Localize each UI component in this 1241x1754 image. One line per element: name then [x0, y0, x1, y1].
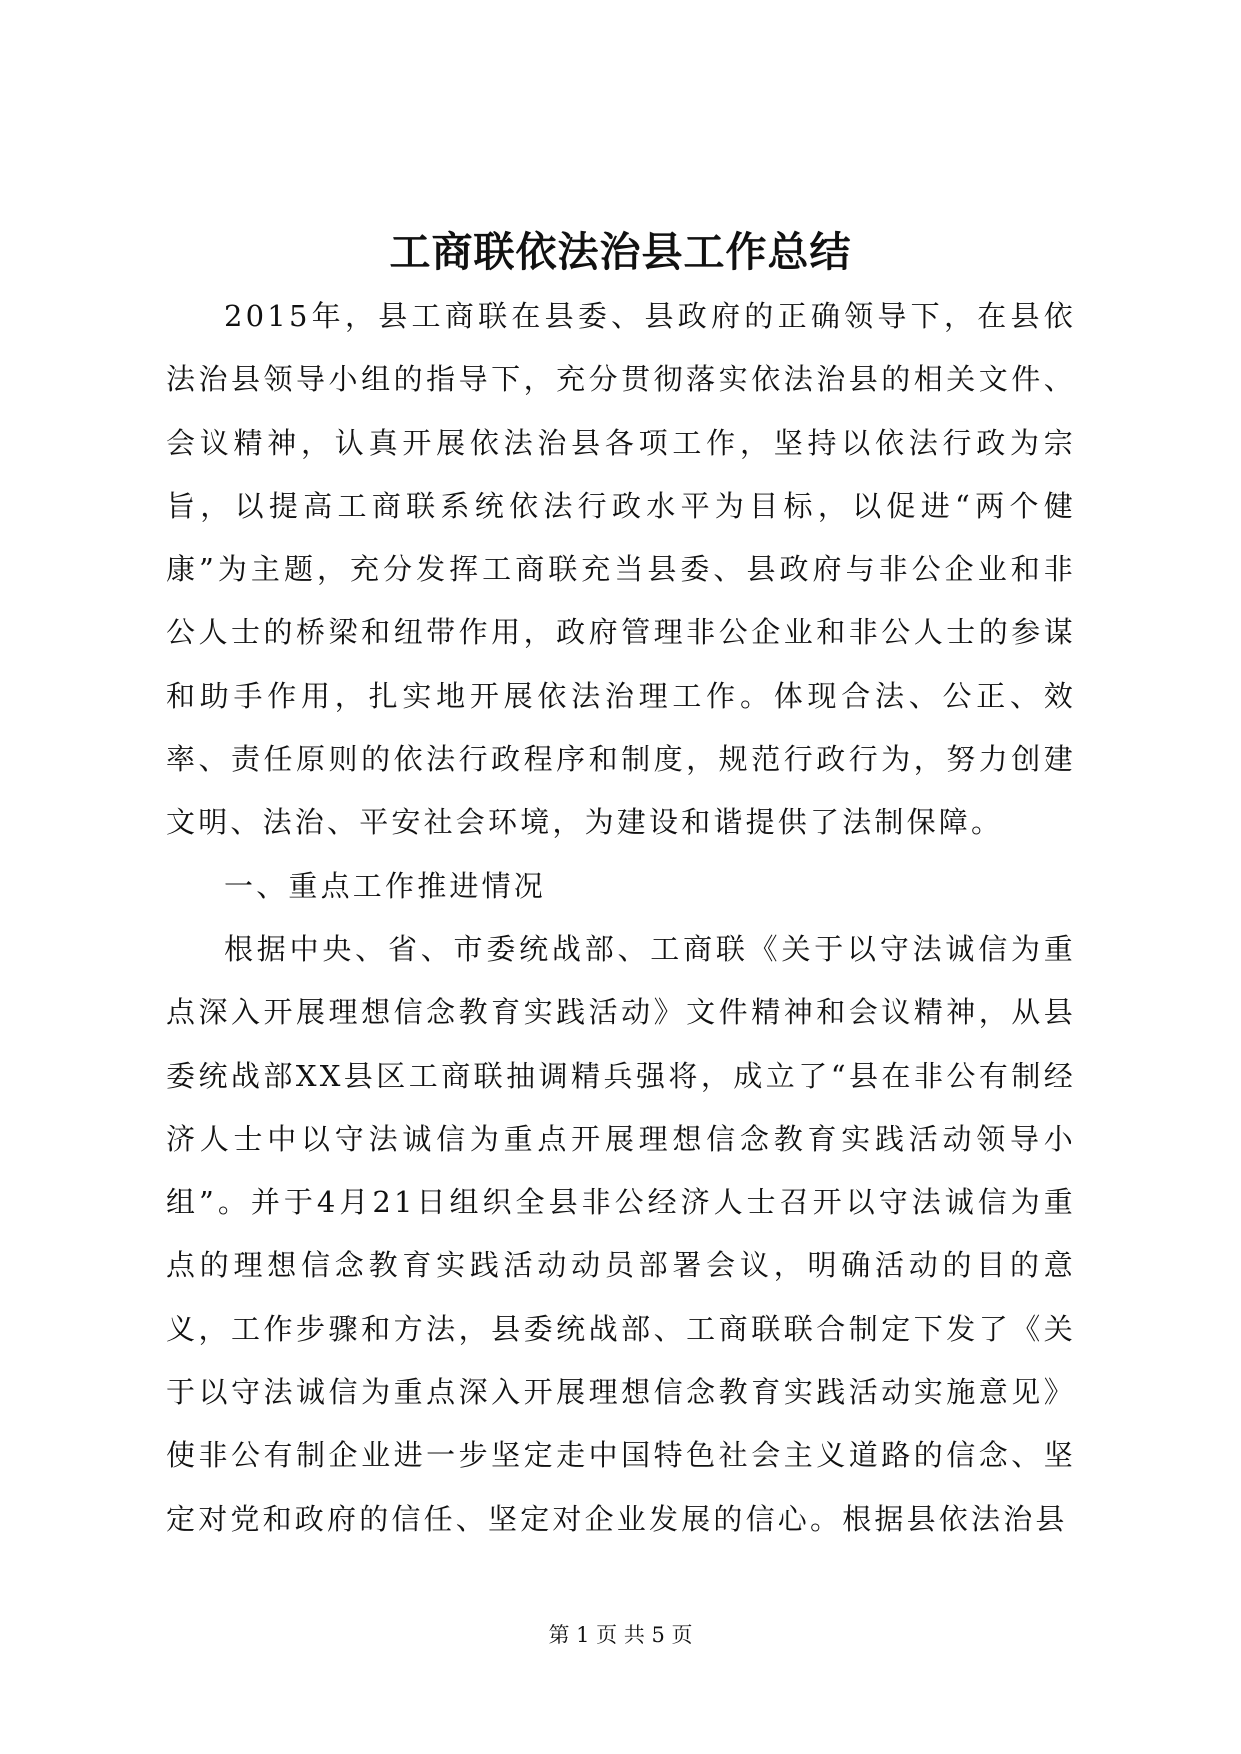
- paragraph-intro: 2015年，县工商联在县委、县政府的正确领导下，在县依法治县领导小组的指导下，充分贯彻落实依法治县的相关文件、会议精神，认真开展依法治县各项工作，坚持以依法行政为宗旨，以提高工商联系统依法行政水平为目标，以促进“两个健康”为主题，充分发挥工商联充当县委、县政府与非公企业和非公人士的桥梁和纽带作用，政府管理非公企业和非公人士的参谋和助手作用，扎实地开展依法治理工作。体现合法、公正、效率、责任原则的依法行政程序和制度，规范行政行为，努力创建文明、法治、平安社会环境，为建设和谐提供了法制保障。: [166, 299, 1076, 840]
- paragraph-section-1: 根据中央、省、市委统战部、工商联《关于以守法诚信为重点深入开展理想信念教育实践活动》文件精神和会议精神，从县委统战部XX县区工商联抽调精兵强将，成立了“县在非公有制经济人士中以守法诚信为重点开展理想信念教育实践活动领导小组”。并于4月21日组织全县非公经济人士召开以守法诚信为重点的理想信念教育实践活动动员部署会议，明确活动的目的意义，工作步骤和方法，县委统战部、工商联联合制定下发了《关于以守法诚信为重点深入开展理想信念教育实践活动实施意见》使非公有制企业进一步坚定走中国特色社会主义道路的信念、坚定对党和政府的信任、坚定对企业发展的信心。根据县依法治县: [166, 931, 1076, 1536]
- page-number-footer: 第 1 页 共 5 页: [548, 1623, 693, 1647]
- document-body: [166, 285, 1076, 1551]
- document-title: 工商联依法治县工作总结: [389, 228, 852, 276]
- section-heading: 一、重点工作推进情况: [224, 868, 547, 903]
